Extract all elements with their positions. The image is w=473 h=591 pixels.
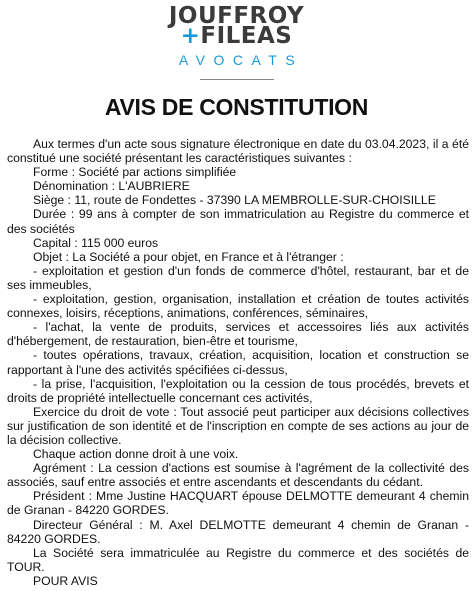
logo-subtitle: AVOCATS (178, 52, 304, 68)
notice-title: AVIS DE CONSTITUTION (104, 94, 369, 120)
paragraph: - l'achat, la vente de produits, services et accessoires liés aux activités d'hébergement, de restauration, bien-être et tourisme, (7, 320, 469, 349)
paragraph: POUR AVIS (33, 573, 98, 588)
paragraph: Capital : 115 000 euros (33, 235, 159, 250)
paragraph: Objet : La Société a pour objet, en France et à l'étranger : (33, 249, 344, 264)
paragraph: - toutes opérations, travaux, création, acquisition, location et construction se rapportant à l'une des activités spécifiées ci-dessus, (7, 348, 469, 377)
logo-line-2-text: FILEAS (200, 23, 293, 49)
paragraph: Chaque action donne droit à une voix. (33, 447, 239, 462)
paragraph: Siège : 11, route de Fondettes - 37390 LA MEMBROLLE-SUR-CHOISILLE (33, 193, 436, 208)
paragraph: Aux termes d'un acte sous signature électronique en date du 03.04.2023, il a été constitué une société présentant les caractéristiques suivantes : (7, 137, 469, 166)
paragraph: La Société sera immatriculée au Registre du commerce et des sociétés de TOUR. (7, 545, 469, 574)
paragraph: Président : Mme Justine HACQUART épouse DELMOTTE demeurant 4 chemin de Granan - 84220 GORDES. (7, 489, 469, 518)
paragraph: Durée : 99 ans à compter de son immatriculation au Registre du commerce et des sociétés (7, 207, 469, 236)
logo-line-2 (0, 23, 473, 49)
paragraph: - exploitation, gestion, organisation, installation et création de toutes activités connexes, loisirs, réceptions, animations, conférences, séminaires, (7, 292, 469, 321)
logo-line-1: JOUFFROY (168, 3, 305, 29)
law-firm-logo (0, 3, 473, 80)
logo-plus-icon: + (180, 23, 201, 49)
paragraph: Dénomination : L'AUBRIERE (33, 179, 190, 194)
paragraph: Directeur Général : M. Axel DELMOTTE demeurant 4 chemin de Granan - 84220 GORDES. (7, 517, 469, 546)
notice-body (7, 137, 469, 588)
paragraph: Agrément : La cession d'actions est soumise à l'agrément de la collectivité des associés, sauf entre associés et entre ascendants et descendants du cédant. (7, 461, 469, 490)
paragraph: - la prise, l'acquisition, l'exploitation ou la cession de tous procédés, brevets et droits de propriété intellectuelle concernant ces activités, (7, 376, 469, 405)
paragraph: - exploitation et gestion d'un fonds de commerce d'hôtel, restaurant, bar et de ses immeubles, (7, 263, 469, 292)
paragraph: Exercice du droit de vote : Tout associé peut participer aux décisions collectives sur justification de son identité et de l'inscription en compte de ses actions au jour de la décision collective. (7, 404, 469, 447)
paragraph: Forme : Société par actions simplifiée (33, 165, 237, 180)
logo-divider (200, 79, 274, 80)
